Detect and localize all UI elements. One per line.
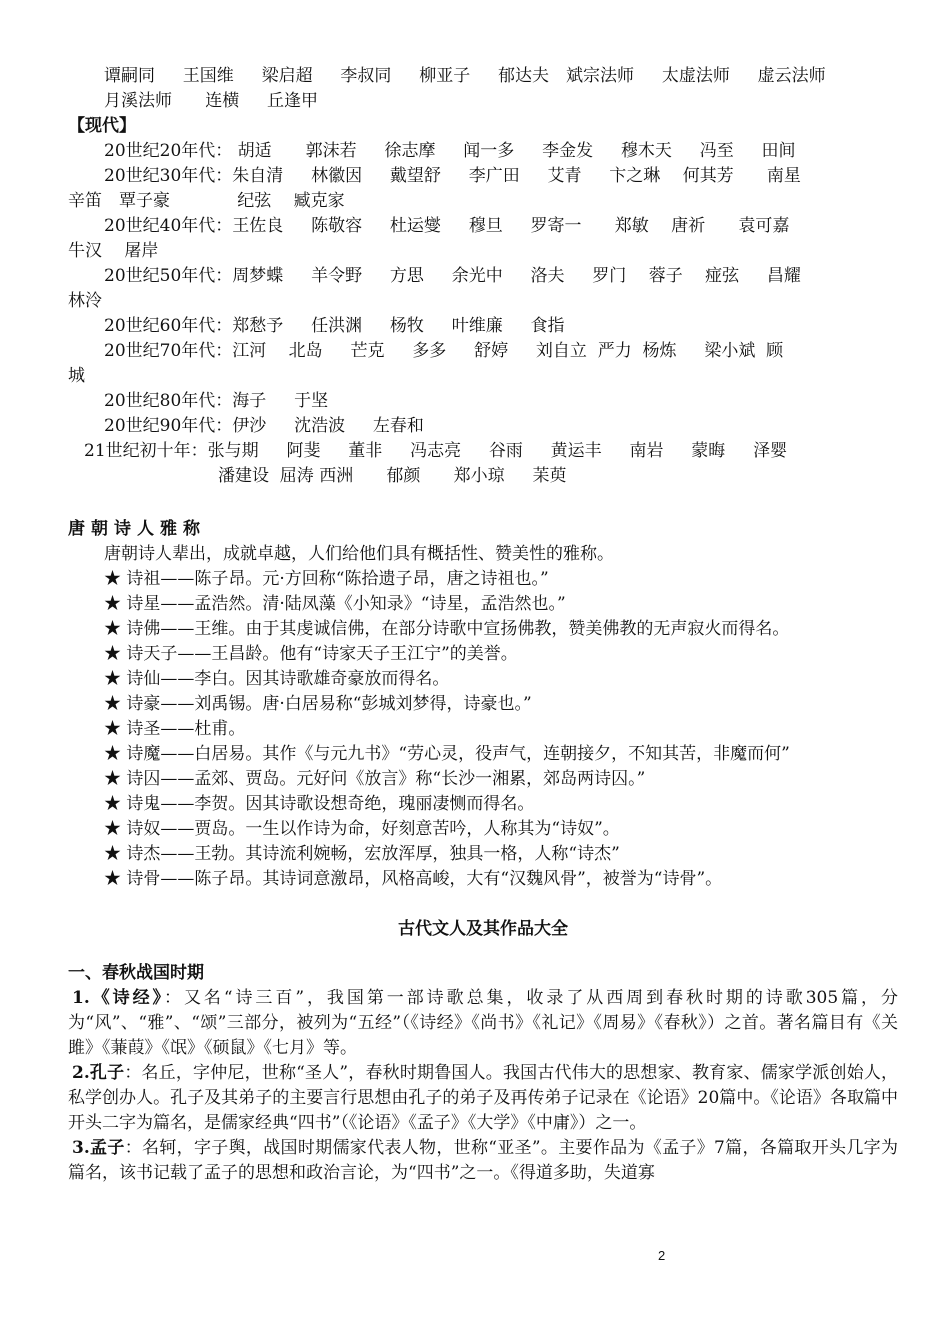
decade-poets: 胡适 郭沫若 徐志摩 闻一多 李金发 穆木天 冯至 田间 xyxy=(232,141,796,161)
modern-decade-list xyxy=(68,139,898,439)
entry-body: ：名轲，字子舆，战国时期儒家代表人物，世称“亚圣”。主要作品为《孟子》7篇，各篇取开头几字为篇名，该书记载了孟子的思想和政治言论，为“四书”之一。《得道多助，失道寡 xyxy=(68,1138,898,1183)
decade-poets: 朱自清 林徽因 戴望舒 李广田 艾青 卞之琳 何其芳 南星 xyxy=(232,166,801,186)
ancient-entry-list xyxy=(68,986,898,1186)
decade-label: 20世纪80年代： xyxy=(104,391,233,411)
decade-poets: 郑愁予 任洪渊 杨牧 叶维廉 食指 xyxy=(232,316,565,336)
decade-poets: 海子 于坚 xyxy=(232,391,329,411)
decade-poets: 江河 北岛 芒克 多多 舒婷 刘自立 严力 杨炼 梁小斌 顾 xyxy=(232,341,784,361)
decade-row xyxy=(68,139,898,164)
decade-label: 20世纪90年代： xyxy=(104,416,233,436)
c21-label: 21世纪初十年： xyxy=(84,441,208,461)
decade-row-cont: 辛笛 覃子豪 纪弦 臧克家 xyxy=(68,191,345,211)
decade-row xyxy=(68,389,898,414)
decade-label: 20世纪40年代： xyxy=(104,216,233,236)
tang-nickname-item: ★ 诗鬼——李贺。因其诗歌设想奇绝，瑰丽凄恻而得名。 xyxy=(104,794,535,814)
c21-row xyxy=(68,439,898,464)
tang-nickname-item: ★ 诗杰——王勃。其诗流利婉畅，宏放浑厚，独具一格，人称“诗杰” xyxy=(104,844,620,864)
tang-nickname-item: ★ 诗魔——白居易。其作《与元九书》“劳心灵，役声气，连朝接夕，不知其苦，非魔而何” xyxy=(104,744,790,764)
decade-row-cont: 林泠 xyxy=(68,291,102,311)
tang-nickname-item: ★ 诗仙——李白。因其诗歌雄奇豪放而得名。 xyxy=(104,669,450,689)
entry-body: ：又名“诗三百”，我国第一部诗歌总集，收录了从西周到春秋时期的诗歌305篇，分为“风”、“雅”、“颂”三部分，被列为“五经”（《诗经》《尚书》《礼记》《周易》《春秋》）之首。著名篇目有《关雎》《蒹葭》《氓》《硕鼠》《七月》等。 xyxy=(68,988,899,1058)
late-qing-poets-row-1: 谭嗣同 王国维 梁启超 李叔同 柳亚子 郁达夫 斌宗法师 太虚法师 虚云法师 xyxy=(104,66,826,86)
tang-nickname-item: ★ 诗祖——陈子昂。元·方回称“陈拾遗子昂，唐之诗祖也。” xyxy=(104,569,549,589)
decade-row xyxy=(68,164,898,189)
ancient-entry xyxy=(68,986,898,1061)
decade-row xyxy=(68,214,898,239)
tang-nickname-item: ★ 诗囚——孟郊、贾岛。元好问《放言》称“长沙一湘累，郊岛两诗囚。” xyxy=(104,769,646,789)
decade-label: 20世纪20年代： xyxy=(104,141,233,161)
tang-nickname-item: ★ 诗圣——杜甫。 xyxy=(104,719,246,739)
decade-label: 20世纪70年代： xyxy=(104,341,233,361)
decade-row xyxy=(68,414,898,439)
decade-row xyxy=(68,314,898,339)
decade-poets: 王佐良 陈敬容 杜运燮 穆旦 罗寄一 郑敏 唐祈 袁可嘉 xyxy=(232,216,790,236)
tang-nickname-item: ★ 诗奴——贾岛。一生以作诗为命，好刻意苦吟，人称其为“诗奴”。 xyxy=(104,819,620,839)
entry-heading: 1.《诗经》 xyxy=(72,988,164,1008)
ancient-entry xyxy=(68,1061,898,1136)
ancient-title: 古代文人及其作品大全 xyxy=(398,919,568,939)
tang-intro: 唐朝诗人辈出，成就卓越，人们给他们具有概括性、赞美性的雅称。 xyxy=(104,544,614,564)
c21-row-cont: 潘建设 屈涛 西洲 郁颜 郑小琼 苿萸 xyxy=(218,466,567,486)
tang-title: 唐朝诗人雅称 xyxy=(68,519,206,539)
ancient-entry xyxy=(68,1136,898,1186)
late-qing-poets-row-2: 月溪法师 连横 丘逢甲 xyxy=(104,91,319,111)
entry-heading: 2.孔子 xyxy=(72,1063,125,1083)
entry-heading: 3.孟子 xyxy=(72,1138,125,1158)
decade-row xyxy=(68,264,898,289)
modern-heading: 【现代】 xyxy=(68,116,136,136)
tang-nickname-item: ★ 诗佛——王维。由于其虔诚信佛，在部分诗歌中宣扬佛教，赞美佛教的无声寂火而得名。 xyxy=(104,619,790,639)
tang-nickname-item: ★ 诗星——孟浩然。清·陆凤藻《小知录》“诗星，孟浩然也。” xyxy=(104,594,566,614)
decade-row-cont: 牛汉 屠岸 xyxy=(68,241,159,261)
tang-nickname-list xyxy=(68,567,898,892)
decade-row-cont: 城 xyxy=(68,366,85,386)
tang-nickname-item: ★ 诗豪——刘禹锡。唐·白居易称“彭城刘梦得，诗豪也。” xyxy=(104,694,532,714)
decade-poets: 周梦蝶 羊令野 方思 余光中 洛夫 罗门 蓉子 痖弦 昌耀 xyxy=(232,266,801,286)
entry-body: ：名丘，字仲尼，世称“圣人”，春秋时期鲁国人。我国古代伟大的思想家、教育家、儒家学派创始人，私学创办人。孔子及其弟子的主要言行思想由孔子的弟子及再传弟子记录在《论语》20篇中。《论语》各取篇中开头二字为篇名，是儒家经典“四书”（《论语》《孟子》《大学》《中庸》）之一。 xyxy=(68,1063,898,1133)
decade-label: 20世纪30年代： xyxy=(104,166,233,186)
c21-names: 张与期 阿斐 董非 冯志亮 谷雨 黄运丰 南岩 蒙晦 泽婴 xyxy=(207,441,788,461)
document-page xyxy=(68,64,898,1186)
decade-poets: 伊沙 沈浩波 左春和 xyxy=(232,416,424,436)
decade-label: 20世纪60年代： xyxy=(104,316,233,336)
tang-nickname-item: ★ 诗骨——陈子昂。其诗词意激昂，风格高峻，大有“汉魏风骨”，被誉为“诗骨”。 xyxy=(104,869,723,889)
tang-nickname-item: ★ 诗天子——王昌龄。他有“诗家天子王江宁”的美誉。 xyxy=(104,644,518,664)
decade-row xyxy=(68,339,898,364)
decade-label: 20世纪50年代： xyxy=(104,266,233,286)
page-number: 2 xyxy=(658,1248,666,1263)
section-spring-autumn: 一、春秋战国时期 xyxy=(68,963,204,983)
